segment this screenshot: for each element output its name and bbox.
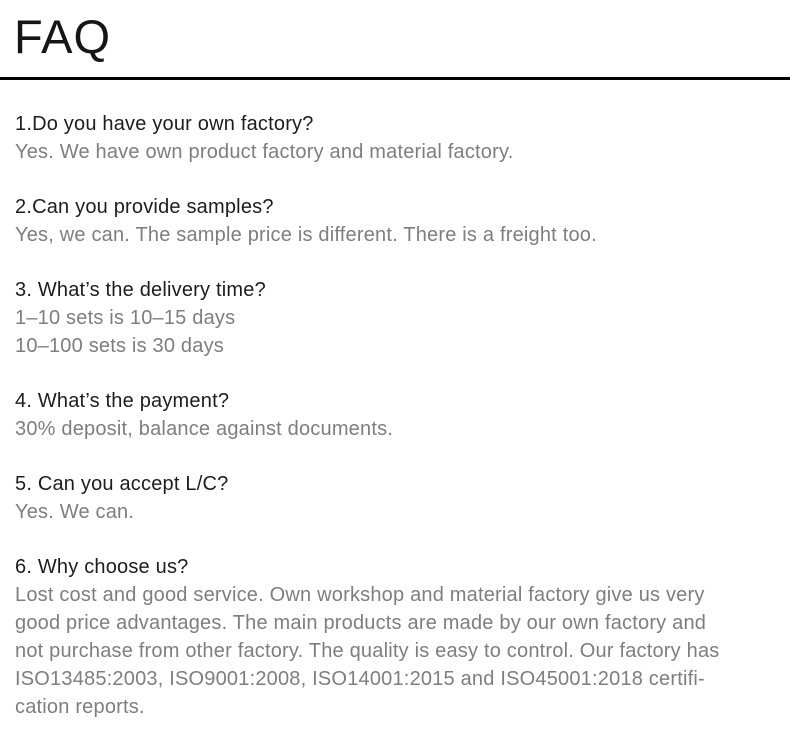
faq-answer-line: good price advantages. The main products are made by our own factory and [15, 612, 707, 634]
faq-question: 2.Can you provide samples? [15, 196, 274, 218]
faq-question: 3. What’s the delivery time? [15, 279, 266, 301]
faq-heading: FAQ [14, 10, 112, 63]
faq-item [15, 276, 775, 360]
faq-answer-line: 10–100 sets is 30 days [15, 335, 224, 357]
faq-answer-line: Yes, we can. The sample price is different. There is a freight too. [15, 224, 597, 246]
faq-answer-line: Yes. We can. [15, 501, 135, 523]
faq-item [15, 470, 775, 526]
faq-item [15, 110, 775, 166]
faq-answer-line: not purchase from other factory. The quality is easy to control. Our factory has [15, 640, 720, 662]
faq-question: 1.Do you have your own factory? [15, 113, 314, 135]
faq-answer-line: 30% deposit, balance against documents. [15, 418, 394, 440]
faq-answer-line: Lost cost and good service. Own workshop and material factory give us very [15, 584, 705, 606]
faq-question: 4. What’s the payment? [15, 390, 230, 412]
faq-answer-line: cation reports. [15, 696, 145, 718]
faq-question: 5. Can you accept L/C? [15, 473, 229, 495]
faq-list [0, 80, 790, 721]
faq-item [15, 553, 775, 721]
faq-item [15, 193, 775, 249]
faq-item [15, 387, 775, 443]
faq-question: 6. Why choose us? [15, 556, 189, 578]
faq-answer-line: Yes. We have own product factory and material factory. [15, 141, 514, 163]
faq-answer-line: 1–10 sets is 10–15 days [15, 307, 236, 329]
faq-answer-line: ISO13485:2003, ISO9001:2008, ISO14001:2015 and ISO45001:2018 certifi- [15, 668, 705, 690]
